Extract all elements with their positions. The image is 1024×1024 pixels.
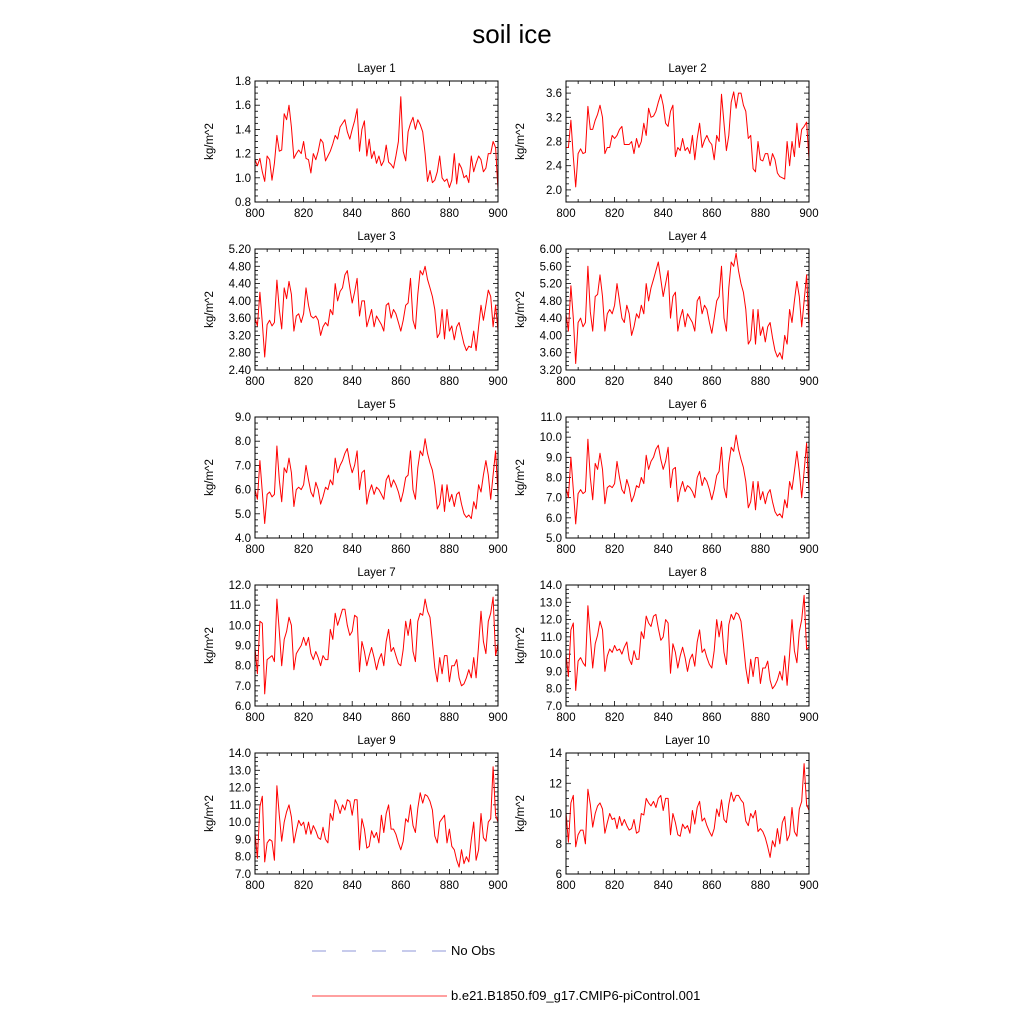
y-axis-label: kg/m^2 (204, 291, 216, 328)
x-tick-label: 820 (294, 544, 314, 556)
x-tick-label: 880 (750, 376, 770, 388)
y-tick-label: 12 (549, 778, 562, 791)
panel-layer-10 (515, 735, 819, 892)
y-tick-label: 6.0 (235, 484, 251, 497)
y-axis-label: kg/m^2 (515, 459, 527, 496)
legend-model-label: b.e21.B1850.f09_g17.CMIP6-piControl.001 (451, 988, 701, 1003)
panel-layer-4 (515, 231, 819, 388)
x-tick-label: 860 (702, 544, 722, 556)
x-tick-label: 800 (556, 208, 576, 220)
y-tick-label: 11.0 (229, 600, 251, 613)
legend-obs-label: No Obs (451, 943, 496, 958)
y-tick-label: 8.0 (235, 436, 251, 449)
panel-title: Layer 6 (668, 399, 707, 411)
y-tick-label: 9.0 (235, 412, 251, 424)
series-line (566, 92, 809, 187)
series-line (255, 97, 498, 190)
series-line (255, 266, 498, 357)
y-tick-label: 8.0 (546, 472, 562, 485)
y-tick-label: 10.0 (539, 432, 562, 445)
y-tick-label: 5.60 (539, 261, 562, 274)
y-tick-label: 11.0 (540, 412, 562, 424)
x-tick-label: 800 (245, 544, 265, 556)
x-tick-label: 840 (653, 712, 673, 724)
panel-title: Layer 5 (357, 399, 396, 411)
series-line (255, 597, 498, 694)
panel-title: Layer 3 (357, 231, 396, 243)
y-tick-label: 1.2 (235, 148, 251, 161)
y-axis-label: kg/m^2 (204, 123, 216, 160)
x-tick-label: 880 (750, 880, 770, 892)
y-tick-label: 5.0 (235, 508, 251, 521)
y-tick-label: 3.60 (228, 313, 251, 326)
y-tick-label: 5.20 (228, 244, 251, 256)
y-tick-label: 7.0 (235, 460, 251, 473)
y-tick-label: 10.0 (539, 649, 562, 662)
x-tick-label: 820 (605, 544, 625, 556)
x-tick-label: 860 (702, 712, 722, 724)
y-tick-label: 8 (555, 838, 562, 851)
y-tick-label: 6.00 (539, 244, 562, 256)
panel-title: Layer 1 (357, 63, 396, 75)
x-tick-label: 820 (294, 208, 314, 220)
x-tick-label: 840 (342, 880, 362, 892)
y-tick-label: 3.2 (546, 112, 562, 125)
y-tick-label: 9.0 (235, 640, 251, 653)
y-axis-label: kg/m^2 (515, 291, 527, 328)
x-tick-label: 880 (439, 712, 459, 724)
y-tick-label: 4.00 (228, 295, 251, 308)
y-tick-label: 7.0 (546, 492, 562, 505)
y-tick-label: 9.0 (546, 452, 562, 465)
y-tick-label: 3.20 (539, 365, 562, 377)
x-tick-label: 860 (391, 376, 411, 388)
x-tick-label: 840 (342, 376, 362, 388)
y-tick-label: 4.0 (235, 533, 251, 545)
y-tick-label: 12.0 (228, 782, 251, 795)
x-tick-label: 840 (653, 544, 673, 556)
figure-title: soil ice (472, 19, 552, 49)
x-tick-label: 840 (653, 376, 673, 388)
x-tick-label: 900 (799, 712, 819, 724)
y-tick-label: 11.0 (540, 631, 562, 644)
panel-layer-6 (515, 399, 819, 556)
y-tick-label: 2.40 (228, 365, 251, 377)
y-tick-label: 8.0 (235, 660, 251, 673)
x-tick-label: 880 (439, 880, 459, 892)
panel-title: Layer 2 (668, 63, 707, 75)
y-tick-label: 14.0 (228, 748, 251, 760)
y-tick-label: 1.4 (235, 124, 251, 137)
y-tick-label: 3.6 (546, 88, 562, 101)
panel-title: Layer 8 (668, 567, 707, 579)
x-tick-label: 860 (391, 880, 411, 892)
y-tick-label: 6 (555, 869, 562, 881)
panel-title: Layer 7 (357, 567, 396, 579)
y-axis-label: kg/m^2 (204, 795, 216, 832)
y-tick-label: 9.0 (546, 666, 562, 679)
plot-frame (566, 417, 809, 538)
y-tick-label: 1.0 (235, 172, 251, 185)
y-tick-label: 0.8 (235, 197, 251, 209)
plot-frame (566, 249, 809, 370)
plot-frame (255, 249, 498, 370)
y-tick-label: 14 (549, 748, 562, 760)
x-tick-label: 900 (488, 208, 508, 220)
panel-layer-1 (204, 63, 508, 220)
x-tick-label: 900 (799, 376, 819, 388)
y-axis-label: kg/m^2 (515, 795, 527, 832)
y-tick-label: 1.8 (235, 76, 251, 88)
x-tick-label: 800 (556, 376, 576, 388)
x-tick-label: 860 (702, 880, 722, 892)
panel-grid (204, 63, 819, 892)
series-line (566, 435, 809, 524)
y-tick-label: 2.8 (546, 136, 562, 149)
x-tick-label: 800 (245, 712, 265, 724)
y-axis-label: kg/m^2 (204, 459, 216, 496)
plot-frame (566, 81, 809, 202)
y-tick-label: 13.0 (539, 597, 562, 610)
x-tick-label: 860 (391, 712, 411, 724)
y-tick-label: 2.4 (546, 160, 562, 173)
x-tick-label: 880 (750, 544, 770, 556)
y-tick-label: 13.0 (228, 765, 251, 778)
x-tick-label: 860 (391, 544, 411, 556)
y-tick-label: 14.0 (539, 580, 562, 592)
y-axis-label: kg/m^2 (515, 627, 527, 664)
y-tick-label: 1.6 (235, 100, 251, 113)
x-tick-label: 820 (294, 712, 314, 724)
panel-layer-9 (204, 735, 508, 892)
y-tick-label: 10.0 (228, 817, 251, 830)
y-tick-label: 6.0 (235, 701, 251, 713)
y-tick-label: 2.80 (228, 347, 251, 360)
panel-layer-8 (515, 567, 819, 724)
panel-title: Layer 10 (665, 735, 710, 747)
y-tick-label: 3.20 (228, 330, 251, 343)
series-line (566, 253, 809, 363)
plot-frame (255, 585, 498, 706)
x-tick-label: 820 (294, 376, 314, 388)
x-tick-label: 860 (702, 208, 722, 220)
y-tick-label: 10.0 (228, 620, 251, 633)
y-tick-label: 12.0 (539, 614, 562, 627)
x-tick-label: 800 (556, 712, 576, 724)
x-tick-label: 880 (439, 544, 459, 556)
x-tick-label: 880 (439, 208, 459, 220)
x-tick-label: 900 (799, 880, 819, 892)
y-tick-label: 3.60 (539, 347, 562, 360)
x-tick-label: 820 (605, 880, 625, 892)
y-tick-label: 7.0 (235, 869, 251, 881)
panel-layer-5 (204, 399, 508, 556)
series-line (255, 439, 498, 524)
y-tick-label: 5.20 (539, 278, 562, 291)
x-tick-label: 900 (488, 712, 508, 724)
x-tick-label: 880 (750, 712, 770, 724)
x-tick-label: 820 (605, 376, 625, 388)
y-tick-label: 8.0 (546, 683, 562, 696)
y-tick-label: 6.0 (546, 512, 562, 525)
x-tick-label: 900 (799, 208, 819, 220)
x-tick-label: 820 (605, 712, 625, 724)
x-tick-label: 840 (342, 544, 362, 556)
x-tick-label: 840 (653, 208, 673, 220)
y-tick-label: 4.80 (539, 295, 562, 308)
y-tick-label: 4.40 (539, 313, 562, 326)
panel-title: Layer 4 (668, 231, 707, 243)
plot-frame (255, 81, 498, 202)
series-line (566, 595, 809, 690)
x-tick-label: 900 (799, 544, 819, 556)
y-tick-label: 7.0 (546, 701, 562, 713)
x-tick-label: 800 (245, 880, 265, 892)
y-tick-label: 4.00 (539, 330, 562, 343)
x-tick-label: 860 (391, 208, 411, 220)
x-tick-label: 840 (653, 880, 673, 892)
x-tick-label: 880 (439, 376, 459, 388)
x-tick-label: 800 (245, 208, 265, 220)
series-line (255, 767, 498, 867)
y-tick-label: 2.0 (546, 184, 562, 197)
y-axis-label: kg/m^2 (515, 123, 527, 160)
panel-title: Layer 9 (357, 735, 396, 747)
y-tick-label: 10 (549, 808, 562, 821)
x-tick-label: 880 (750, 208, 770, 220)
x-tick-label: 840 (342, 712, 362, 724)
series-line (566, 764, 809, 858)
plot-frame (255, 753, 498, 874)
x-tick-label: 820 (294, 880, 314, 892)
y-tick-label: 11.0 (229, 799, 251, 812)
legend (312, 943, 700, 1003)
panel-layer-2 (515, 63, 819, 220)
y-tick-label: 9.0 (235, 834, 251, 847)
x-tick-label: 900 (488, 880, 508, 892)
panel-layer-7 (204, 567, 508, 724)
y-tick-label: 7.0 (235, 680, 251, 693)
y-tick-label: 12.0 (228, 580, 251, 592)
x-tick-label: 800 (245, 376, 265, 388)
y-tick-label: 4.40 (228, 278, 251, 291)
y-tick-label: 5.0 (546, 533, 562, 545)
y-tick-label: 4.80 (228, 261, 251, 274)
x-tick-label: 900 (488, 376, 508, 388)
x-tick-label: 860 (702, 376, 722, 388)
panel-layer-3 (204, 231, 508, 388)
x-tick-label: 840 (342, 208, 362, 220)
x-tick-label: 900 (488, 544, 508, 556)
x-tick-label: 800 (556, 544, 576, 556)
y-tick-label: 8.0 (235, 851, 251, 864)
x-tick-label: 820 (605, 208, 625, 220)
y-axis-label: kg/m^2 (204, 627, 216, 664)
x-tick-label: 800 (556, 880, 576, 892)
